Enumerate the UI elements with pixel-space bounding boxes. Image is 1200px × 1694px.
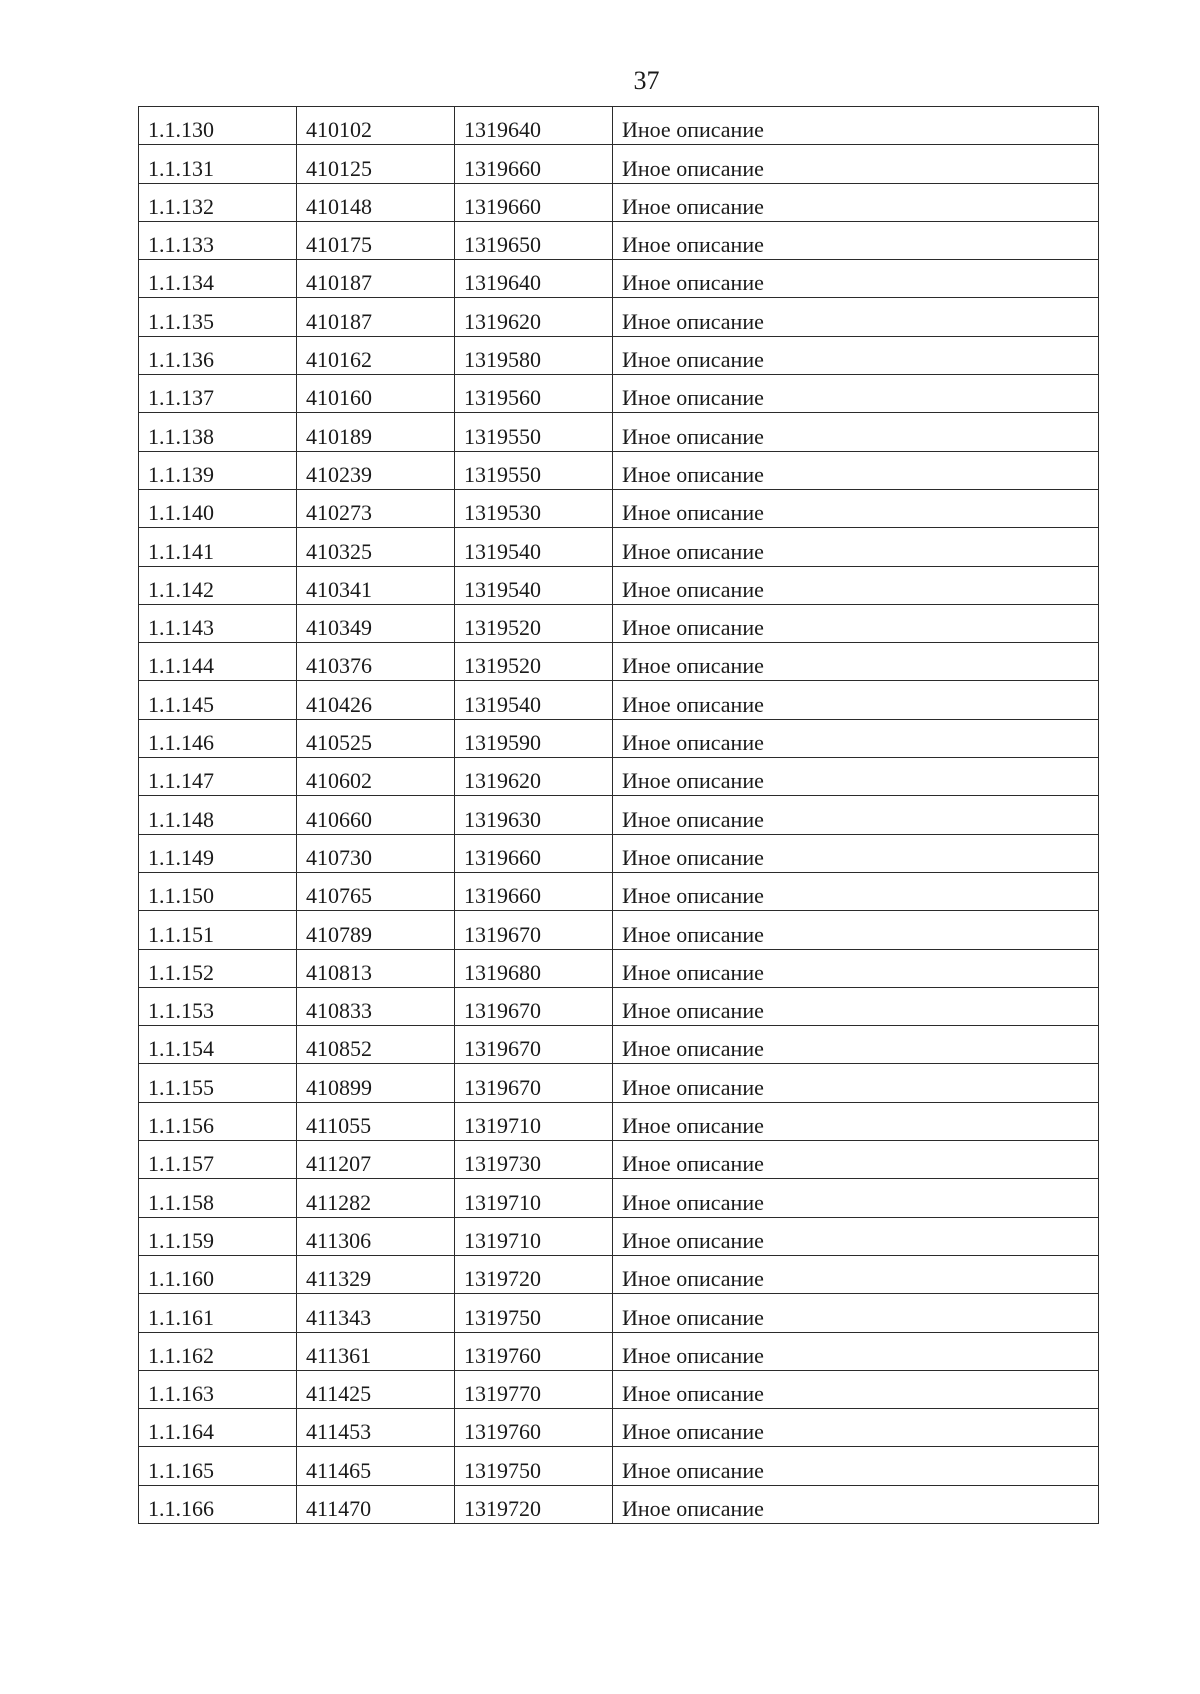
x-coordinate-cell: 410730: [297, 834, 455, 872]
coordinates-table: [138, 106, 1099, 1524]
y-coordinate-cell: 1319710: [455, 1102, 613, 1140]
point-number-cell: 1.1.153: [139, 987, 297, 1025]
x-coordinate-cell: 410376: [297, 643, 455, 681]
description-cell: Иное описание: [613, 1064, 1099, 1102]
point-number-cell: 1.1.154: [139, 1026, 297, 1064]
point-number-cell: 1.1.143: [139, 604, 297, 642]
y-coordinate-cell: 1319750: [455, 1294, 613, 1332]
y-coordinate-cell: 1319730: [455, 1141, 613, 1179]
table-row: [139, 107, 1099, 145]
page-number: 37: [633, 66, 660, 95]
description-cell: Иное описание: [613, 375, 1099, 413]
description-cell: Иное описание: [613, 681, 1099, 719]
point-number-cell: 1.1.142: [139, 566, 297, 604]
point-number-cell: 1.1.131: [139, 145, 297, 183]
point-number-cell: 1.1.151: [139, 911, 297, 949]
description-cell: Иное описание: [613, 1294, 1099, 1332]
y-coordinate-cell: 1319660: [455, 872, 613, 910]
table-body: [139, 107, 1099, 1524]
point-number-cell: 1.1.137: [139, 375, 297, 413]
y-coordinate-cell: 1319520: [455, 643, 613, 681]
point-number-cell: 1.1.135: [139, 298, 297, 336]
table-row: [139, 489, 1099, 527]
description-cell: Иное описание: [613, 1141, 1099, 1179]
x-coordinate-cell: 410789: [297, 911, 455, 949]
table-row: [139, 872, 1099, 910]
point-number-cell: 1.1.163: [139, 1370, 297, 1408]
table-row: [139, 1102, 1099, 1140]
x-coordinate-cell: 410813: [297, 949, 455, 987]
table-row: [139, 566, 1099, 604]
y-coordinate-cell: 1319710: [455, 1217, 613, 1255]
x-coordinate-cell: 410162: [297, 336, 455, 374]
x-coordinate-cell: 411425: [297, 1370, 455, 1408]
table-row: [139, 834, 1099, 872]
point-number-cell: 1.1.165: [139, 1447, 297, 1485]
y-coordinate-cell: 1319680: [455, 949, 613, 987]
table-row: [139, 1026, 1099, 1064]
x-coordinate-cell: 410102: [297, 107, 455, 145]
table-row: [139, 183, 1099, 221]
table-row: [139, 681, 1099, 719]
y-coordinate-cell: 1319750: [455, 1447, 613, 1485]
description-cell: Иное описание: [613, 1370, 1099, 1408]
point-number-cell: 1.1.139: [139, 451, 297, 489]
y-coordinate-cell: 1319660: [455, 834, 613, 872]
description-cell: Иное описание: [613, 298, 1099, 336]
description-cell: Иное описание: [613, 221, 1099, 259]
y-coordinate-cell: 1319640: [455, 107, 613, 145]
table-row: [139, 1485, 1099, 1523]
y-coordinate-cell: 1319520: [455, 604, 613, 642]
x-coordinate-cell: 410341: [297, 566, 455, 604]
description-cell: Иное описание: [613, 451, 1099, 489]
table-row: [139, 987, 1099, 1025]
point-number-cell: 1.1.148: [139, 796, 297, 834]
y-coordinate-cell: 1319630: [455, 796, 613, 834]
y-coordinate-cell: 1319670: [455, 1026, 613, 1064]
description-cell: Иное описание: [613, 1409, 1099, 1447]
x-coordinate-cell: 410833: [297, 987, 455, 1025]
x-coordinate-cell: 411329: [297, 1255, 455, 1293]
description-cell: Иное описание: [613, 145, 1099, 183]
table-row: [139, 260, 1099, 298]
x-coordinate-cell: 410852: [297, 1026, 455, 1064]
description-cell: Иное описание: [613, 336, 1099, 374]
description-cell: Иное описание: [613, 796, 1099, 834]
point-number-cell: 1.1.140: [139, 489, 297, 527]
x-coordinate-cell: 410349: [297, 604, 455, 642]
description-cell: Иное описание: [613, 643, 1099, 681]
point-number-cell: 1.1.150: [139, 872, 297, 910]
table-row: [139, 911, 1099, 949]
y-coordinate-cell: 1319660: [455, 183, 613, 221]
table-row: [139, 1141, 1099, 1179]
point-number-cell: 1.1.157: [139, 1141, 297, 1179]
point-number-cell: 1.1.152: [139, 949, 297, 987]
description-cell: Иное описание: [613, 1217, 1099, 1255]
table-row: [139, 1217, 1099, 1255]
point-number-cell: 1.1.136: [139, 336, 297, 374]
table-row: [139, 451, 1099, 489]
point-number-cell: 1.1.146: [139, 719, 297, 757]
y-coordinate-cell: 1319530: [455, 489, 613, 527]
point-number-cell: 1.1.145: [139, 681, 297, 719]
point-number-cell: 1.1.138: [139, 413, 297, 451]
y-coordinate-cell: 1319540: [455, 528, 613, 566]
description-cell: Иное описание: [613, 758, 1099, 796]
x-coordinate-cell: 411470: [297, 1485, 455, 1523]
description-cell: Иное описание: [613, 528, 1099, 566]
description-cell: Иное описание: [613, 1332, 1099, 1370]
y-coordinate-cell: 1319650: [455, 221, 613, 259]
y-coordinate-cell: 1319560: [455, 375, 613, 413]
table-row: [139, 298, 1099, 336]
x-coordinate-cell: 410187: [297, 260, 455, 298]
description-cell: Иное описание: [613, 1179, 1099, 1217]
point-number-cell: 1.1.158: [139, 1179, 297, 1217]
y-coordinate-cell: 1319770: [455, 1370, 613, 1408]
description-cell: Иное описание: [613, 1102, 1099, 1140]
table-row: [139, 949, 1099, 987]
y-coordinate-cell: 1319670: [455, 911, 613, 949]
point-number-cell: 1.1.149: [139, 834, 297, 872]
x-coordinate-cell: 410660: [297, 796, 455, 834]
x-coordinate-cell: 411453: [297, 1409, 455, 1447]
description-cell: Иное описание: [613, 107, 1099, 145]
x-coordinate-cell: 410148: [297, 183, 455, 221]
x-coordinate-cell: 410899: [297, 1064, 455, 1102]
x-coordinate-cell: 411343: [297, 1294, 455, 1332]
x-coordinate-cell: 410426: [297, 681, 455, 719]
description-cell: Иное описание: [613, 1026, 1099, 1064]
y-coordinate-cell: 1319580: [455, 336, 613, 374]
description-cell: Иное описание: [613, 1485, 1099, 1523]
point-number-cell: 1.1.159: [139, 1217, 297, 1255]
table-row: [139, 145, 1099, 183]
y-coordinate-cell: 1319550: [455, 451, 613, 489]
point-number-cell: 1.1.132: [139, 183, 297, 221]
point-number-cell: 1.1.164: [139, 1409, 297, 1447]
x-coordinate-cell: 411055: [297, 1102, 455, 1140]
y-coordinate-cell: 1319720: [455, 1485, 613, 1523]
table-row: [139, 375, 1099, 413]
x-coordinate-cell: 410160: [297, 375, 455, 413]
table-row: [139, 758, 1099, 796]
y-coordinate-cell: 1319540: [455, 566, 613, 604]
table-row: [139, 1409, 1099, 1447]
point-number-cell: 1.1.144: [139, 643, 297, 681]
table-row: [139, 796, 1099, 834]
y-coordinate-cell: 1319720: [455, 1255, 613, 1293]
y-coordinate-cell: 1319590: [455, 719, 613, 757]
table-row: [139, 719, 1099, 757]
description-cell: Иное описание: [613, 489, 1099, 527]
y-coordinate-cell: 1319670: [455, 1064, 613, 1102]
description-cell: Иное описание: [613, 949, 1099, 987]
table-row: [139, 336, 1099, 374]
table-row: [139, 413, 1099, 451]
y-coordinate-cell: 1319640: [455, 260, 613, 298]
y-coordinate-cell: 1319550: [455, 413, 613, 451]
point-number-cell: 1.1.160: [139, 1255, 297, 1293]
point-number-cell: 1.1.162: [139, 1332, 297, 1370]
x-coordinate-cell: 410525: [297, 719, 455, 757]
table-row: [139, 221, 1099, 259]
x-coordinate-cell: 410273: [297, 489, 455, 527]
y-coordinate-cell: 1319620: [455, 758, 613, 796]
description-cell: Иное описание: [613, 1447, 1099, 1485]
point-number-cell: 1.1.133: [139, 221, 297, 259]
point-number-cell: 1.1.130: [139, 107, 297, 145]
description-cell: Иное описание: [613, 413, 1099, 451]
x-coordinate-cell: 410602: [297, 758, 455, 796]
point-number-cell: 1.1.155: [139, 1064, 297, 1102]
table-row: [139, 1255, 1099, 1293]
description-cell: Иное описание: [613, 834, 1099, 872]
point-number-cell: 1.1.141: [139, 528, 297, 566]
point-number-cell: 1.1.134: [139, 260, 297, 298]
description-cell: Иное описание: [613, 987, 1099, 1025]
y-coordinate-cell: 1319760: [455, 1409, 613, 1447]
description-cell: Иное описание: [613, 872, 1099, 910]
description-cell: Иное описание: [613, 183, 1099, 221]
x-coordinate-cell: 410125: [297, 145, 455, 183]
table-row: [139, 1294, 1099, 1332]
x-coordinate-cell: 411465: [297, 1447, 455, 1485]
description-cell: Иное описание: [613, 1255, 1099, 1293]
description-cell: Иное описание: [613, 719, 1099, 757]
x-coordinate-cell: 410239: [297, 451, 455, 489]
x-coordinate-cell: 410175: [297, 221, 455, 259]
description-cell: Иное описание: [613, 604, 1099, 642]
y-coordinate-cell: 1319620: [455, 298, 613, 336]
table-row: [139, 1332, 1099, 1370]
point-number-cell: 1.1.166: [139, 1485, 297, 1523]
x-coordinate-cell: 410325: [297, 528, 455, 566]
table-row: [139, 528, 1099, 566]
description-cell: Иное описание: [613, 260, 1099, 298]
x-coordinate-cell: 411282: [297, 1179, 455, 1217]
y-coordinate-cell: 1319710: [455, 1179, 613, 1217]
point-number-cell: 1.1.147: [139, 758, 297, 796]
y-coordinate-cell: 1319670: [455, 987, 613, 1025]
point-number-cell: 1.1.156: [139, 1102, 297, 1140]
y-coordinate-cell: 1319760: [455, 1332, 613, 1370]
x-coordinate-cell: 411306: [297, 1217, 455, 1255]
x-coordinate-cell: 410765: [297, 872, 455, 910]
x-coordinate-cell: 410189: [297, 413, 455, 451]
x-coordinate-cell: 410187: [297, 298, 455, 336]
table-row: [139, 1447, 1099, 1485]
table-row: [139, 1064, 1099, 1102]
x-coordinate-cell: 411207: [297, 1141, 455, 1179]
table-row: [139, 604, 1099, 642]
y-coordinate-cell: 1319540: [455, 681, 613, 719]
point-number-cell: 1.1.161: [139, 1294, 297, 1332]
description-cell: Иное описание: [613, 911, 1099, 949]
table-row: [139, 643, 1099, 681]
x-coordinate-cell: 411361: [297, 1332, 455, 1370]
description-cell: Иное описание: [613, 566, 1099, 604]
y-coordinate-cell: 1319660: [455, 145, 613, 183]
table-row: [139, 1179, 1099, 1217]
table-row: [139, 1370, 1099, 1408]
